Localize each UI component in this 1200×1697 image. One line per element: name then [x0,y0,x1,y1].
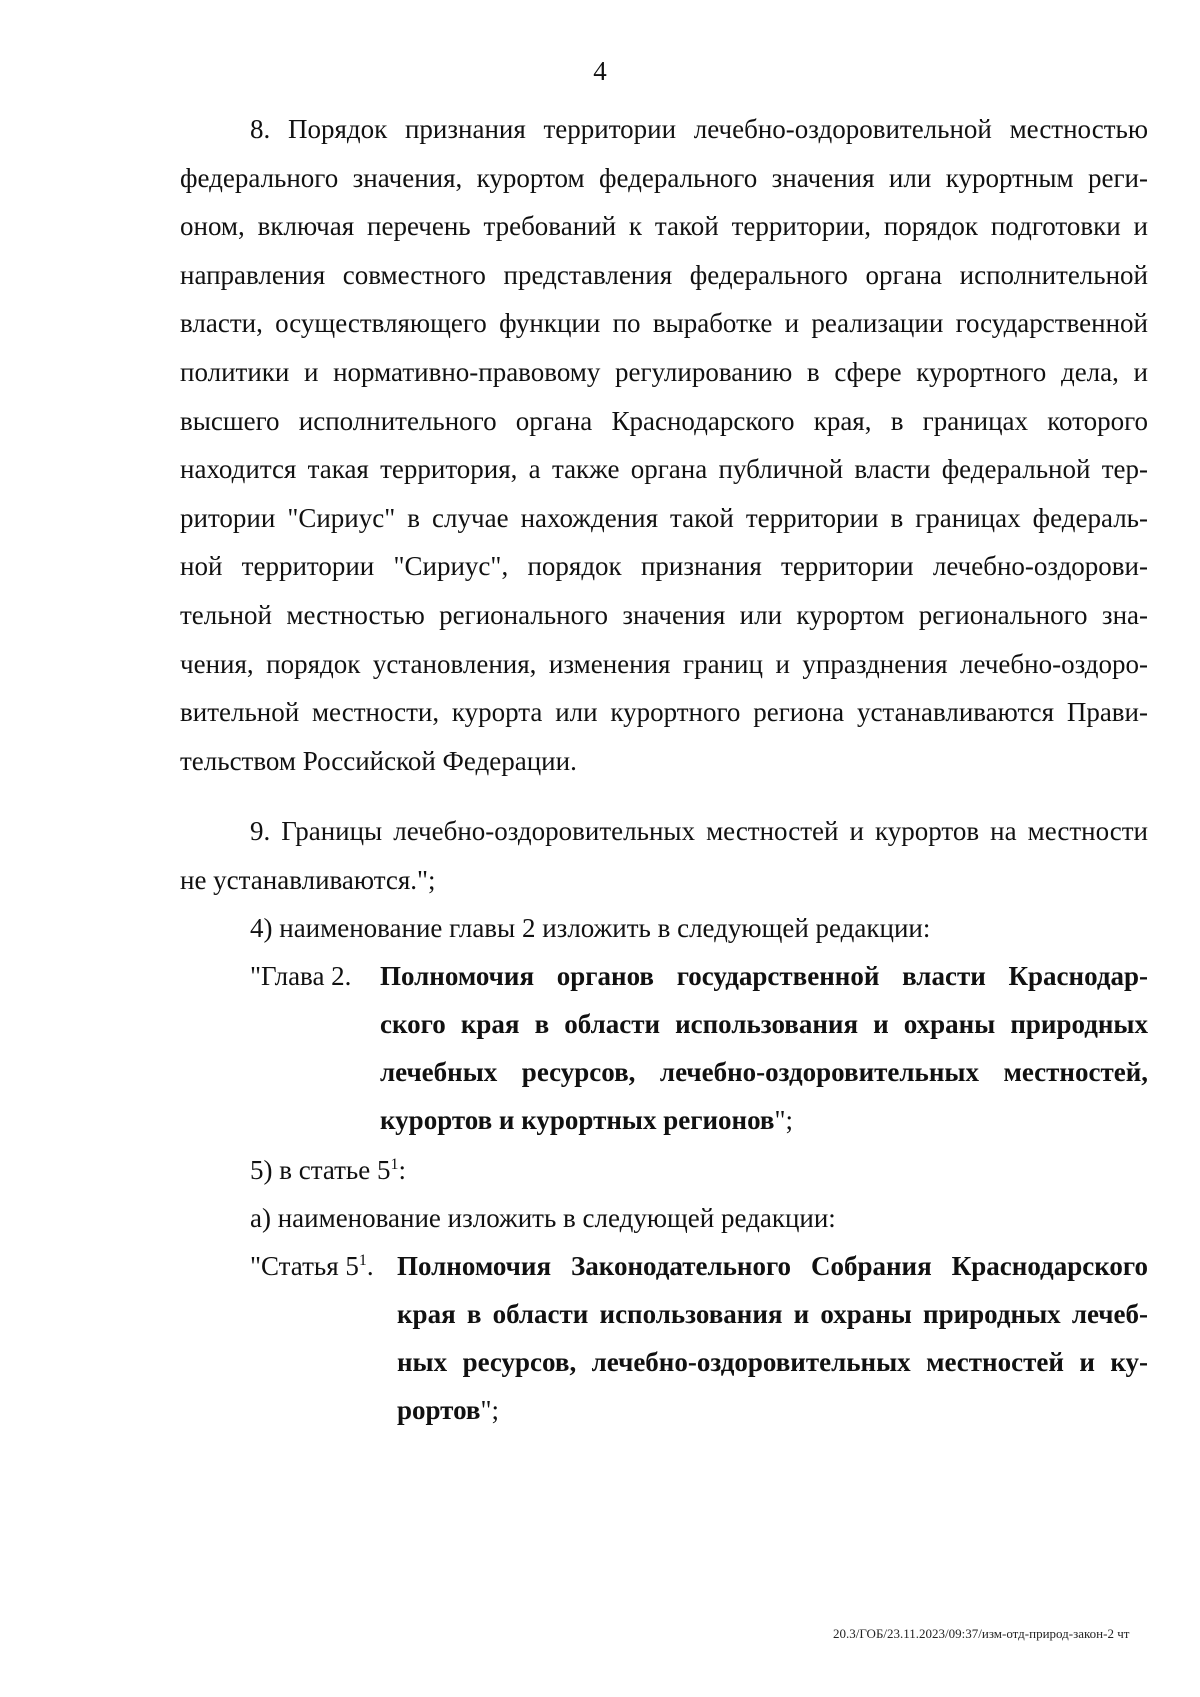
item-5-text-prefix: 5) в статье 5 [250,1155,391,1185]
paragraph-8-line: находится такая территория, а также органа публичной власти федеральной тер- [180,454,1148,485]
superscript: 1 [358,1252,367,1269]
item-4-text: 4) наименование главы 2 изложить в следующей редакции: [250,913,931,943]
article-title-line: Полномочия Законодательного Собрания Краснодарского [397,1251,1148,1281]
article-tail: "; [480,1395,500,1425]
paragraph-9-line: 9. Границы лечебно-оздоровительных местностей и курортов на местности [250,816,1148,846]
article-prefix [250,1251,374,1282]
paragraph-8-line: ной территории "Сириус", порядок признания территории лечебно-оздорови- [180,551,1148,582]
paragraph-8-line: ритории "Сириус" в случае нахождения такой территории в границах федераль- [180,502,1148,533]
paragraph-8-line: федерального значения, курортом федерального значения или курортным реги- [180,162,1148,193]
chapter-title-line: Полномочия органов государственной власти Краснодар- [380,961,1148,991]
paragraph-8-line: политики и нормативно-правовому регулированию в сфере курортного дела, и [180,357,1148,387]
footer-code: 20.3/ГОБ/23.11.2023/09:37/изм-отд-природ-закон-2 чт [833,1626,1130,1641]
article-title-line: края в области использования и охраны природных лечеб- [397,1299,1148,1329]
paragraph-8-line: власти, осуществляющего функции по выработке и реализации государственной [180,308,1148,339]
chapter-title-line: лечебных ресурсов, лечебно-оздоровительных местностей, [380,1057,1148,1087]
item-5-text [250,1155,406,1186]
article-prefix-text: "Статья 5 [250,1251,359,1281]
paragraph-8-line: оном, включая перечень требований к такой территории, порядок подготовки и [180,211,1148,242]
paragraph-8-line: чения, порядок установления, изменения границ и упразднения лечебно-оздоро- [180,648,1148,679]
article-prefix-end: . [366,1251,374,1281]
article-title-line: рортов [397,1395,481,1425]
page-number: 4 [593,56,607,86]
superscript: 1 [390,1156,399,1173]
chapter-title-line: курортов и курортных регионов [380,1105,775,1135]
article-title-line: ных ресурсов, лечебно-оздоровительных местностей и ку- [397,1347,1148,1377]
chapter-title-line: ского края в области использования и охраны природных [380,1009,1148,1039]
paragraph-8-line: направления совместного представления федерального органа исполнительной [180,259,1148,290]
paragraph-8-line: высшего исполнительного органа Краснодарского края, в границах которого [180,405,1148,436]
article-title-last-line [397,1395,499,1426]
chapter-prefix: "Глава 2. [250,961,352,991]
chapter-title-last-line [380,1105,793,1136]
item-5-text-suffix: : [398,1155,406,1185]
paragraph-8-line: тельством Российской Федерации. [180,745,577,776]
paragraph-8-line: вительной местности, курорта или курортного региона устанавливаются Прави- [180,697,1148,728]
chapter-tail: "; [774,1105,794,1135]
paragraph-8-line: 8. Порядок признания территории лечебно-оздоровительной местностью [250,114,1148,144]
item-5-sub-a: а) наименование изложить в следующей редакции: [250,1203,836,1233]
paragraph-8-line: тельной местностью регионального значения или курортом регионального зна- [180,600,1148,630]
paragraph-9-line: не устанавливаются."; [180,865,436,895]
